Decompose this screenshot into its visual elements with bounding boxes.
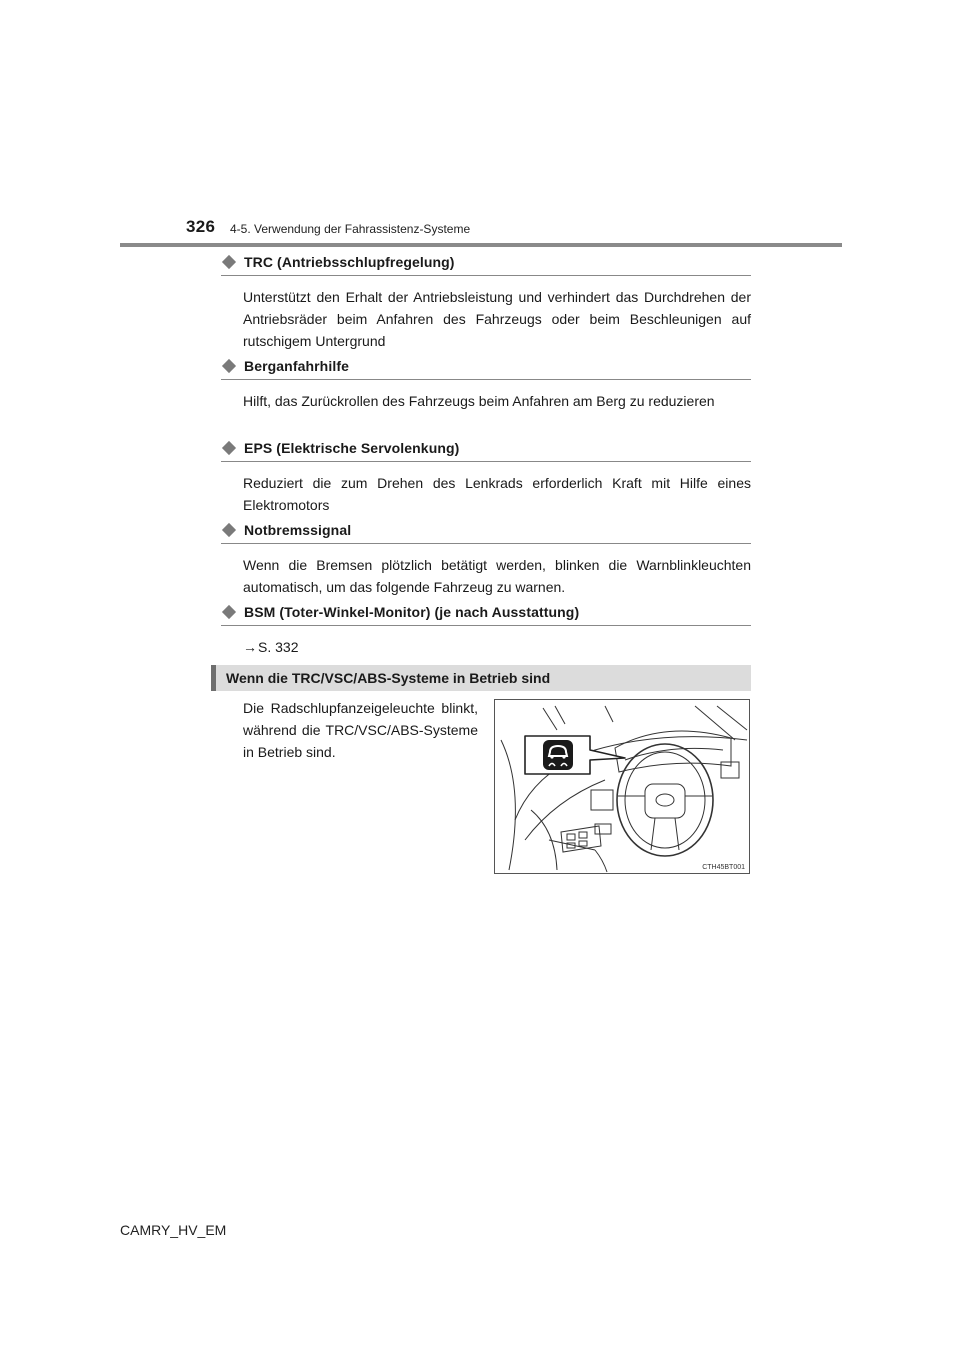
dashboard-drawing: [495, 700, 749, 873]
diamond-bullet-icon: [222, 441, 236, 455]
feature-heading: [221, 355, 751, 380]
feature-description: Unterstützt den Erhalt der Antriebsleistung und verhindert das Durchdrehen der Antriebsräder beim Anfahren des Fahrzeugs oder beim Beschleunigen auf rutschigem Untergrund: [243, 289, 751, 349]
arrow-right-icon: →: [243, 639, 257, 655]
feature-trc: [221, 251, 751, 352]
feature-title: TRC (Antriebsschlupfregelung): [244, 254, 455, 270]
section-heading-bar: [211, 665, 751, 691]
feature-title: BSM (Toter-Winkel-Monitor) (je nach Ausstattung): [244, 604, 580, 620]
dashboard-illustration: [494, 699, 750, 874]
feature-description: Hilft, das Zurückrollen des Fahrzeugs beim Anfahren am Berg zu reduzieren: [243, 393, 715, 409]
feature-heading: [221, 601, 751, 626]
feature-description: Reduziert die zum Drehen des Lenkrads erforderlich Kraft mit Hilfe eines Elektromotors: [243, 475, 751, 513]
feature-description: Wenn die Bremsen plötzlich betätigt werden, blinken die Warnblinkleuchten automatisch, um das folgende Fahrzeug zu warnen.: [243, 557, 751, 595]
slip-indicator-icon: [543, 740, 573, 770]
illustration-code: CTH45BT001: [702, 864, 745, 871]
feature-eps: [221, 437, 751, 516]
feature-bsm: [221, 601, 751, 658]
feature-heading: [221, 437, 751, 462]
page-reference[interactable]: [243, 636, 751, 658]
feature-title: Berganfahrhilfe: [244, 358, 349, 374]
header-rule: [120, 243, 842, 247]
diamond-bullet-icon: [222, 523, 236, 537]
page-number: 326: [186, 217, 216, 236]
feature-notbremssignal: [221, 519, 751, 598]
chapter-title: 4-5. Verwendung der Fahrassistenz-Systeme: [230, 222, 471, 236]
feature-berganfahrhilfe: [221, 355, 751, 412]
diamond-bullet-icon: [222, 255, 236, 269]
feature-heading: [221, 251, 751, 276]
page-reference-text: S. 332: [258, 639, 299, 655]
feature-title: Notbremssignal: [244, 522, 352, 538]
feature-heading: [221, 519, 751, 544]
section-description: Die Radschlupfanzeigeleuchte blinkt, während die TRC/VSC/ABS-Systeme in Betrieb sind.: [243, 700, 478, 760]
footer-code: CAMRY_HV_EM: [120, 1222, 227, 1238]
feature-title: EPS (Elektrische Servolenkung): [244, 440, 460, 456]
section-title: Wenn die TRC/VSC/ABS-Systeme in Betrieb sind: [226, 670, 551, 686]
diamond-bullet-icon: [222, 359, 236, 373]
diamond-bullet-icon: [222, 605, 236, 619]
